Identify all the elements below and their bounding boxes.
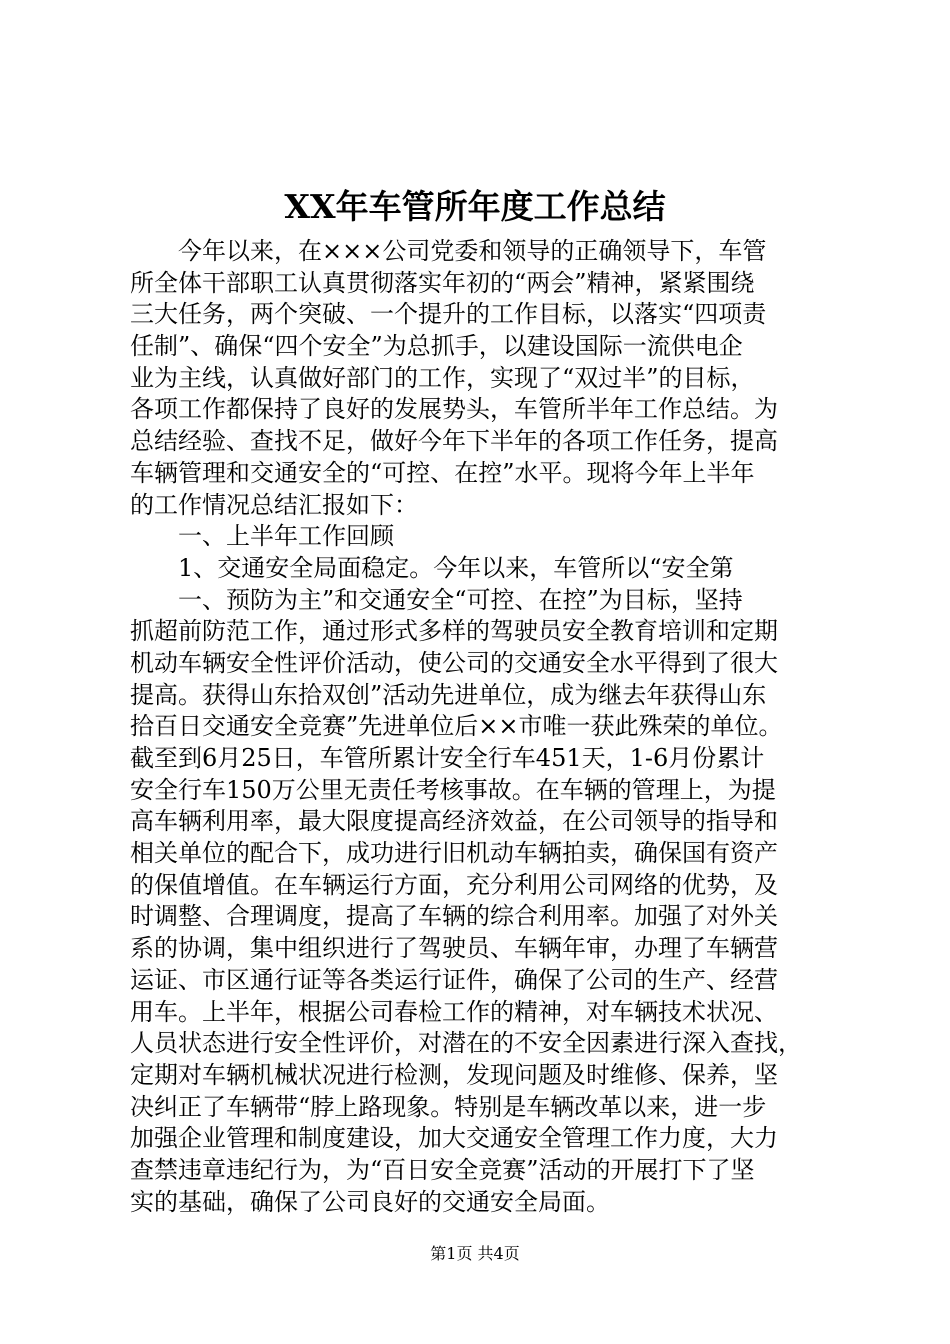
body-line: 用车。上半年，根据公司春检工作的精神，对车辆技术状况、 bbox=[130, 997, 778, 1026]
body-line: 安全行车150万公里无责任考核事故。在车辆的管理上，为提 bbox=[130, 775, 776, 804]
body-line: 1、交通安全局面稳定。今年以来，车管所以“安全第 bbox=[178, 553, 734, 582]
body-line: 运证、市区通行证等各类运行证件，确保了公司的生产、经营 bbox=[130, 965, 778, 994]
body-line: 时调整、合理调度，提高了车辆的综合利用率。加强了对外关 bbox=[130, 902, 778, 931]
body-line: 人员状态进行安全性评价，对潜在的不安全因素进行深入查找， bbox=[130, 1029, 802, 1058]
body-line: 定期对车辆机械状况进行检测，发现问题及时维修、保养，坚 bbox=[130, 1060, 778, 1089]
body-line: 的保值增值。在车辆运行方面，充分利用公司网络的优势，及 bbox=[130, 870, 778, 899]
body-line: 任制”、确保“四个安全”为总抓手，以建设国际一流供电企 bbox=[130, 332, 743, 361]
body-line: 实的基础，确保了公司良好的交通安全局面。 bbox=[130, 1187, 610, 1216]
section-heading: 一、上半年工作回顾 bbox=[178, 522, 394, 551]
page-footer: 第1页 共4页 bbox=[430, 1244, 520, 1263]
body-line: 提高。获得山东拾双创”活动先进单位，成为继去年获得山东 bbox=[130, 680, 767, 709]
body-line: 查禁违章违纪行为，为“百日安全竞赛”活动的开展打下了坚 bbox=[130, 1155, 755, 1184]
body-line: 今年以来，在×××公司党委和领导的正确领导下，车管 bbox=[178, 237, 767, 265]
body-line: 车辆管理和交通安全的“可控、在控”水平。现将今年上半年 bbox=[130, 458, 755, 487]
body-line: 一、预防为主”和交通安全“可控、在控”为目标，坚持 bbox=[178, 585, 743, 614]
body-line: 所全体干部职工认真贯彻落实年初的“两会”精神，紧紧围绕 bbox=[130, 268, 755, 297]
body-line: 抓超前防范工作，通过形式多样的驾驶员安全教育培训和定期 bbox=[130, 617, 778, 646]
body-line: 总结经验、查找不足，做好今年下半年的各项工作任务，提高 bbox=[130, 427, 778, 456]
body-line: 加强企业管理和制度建设，加大交通安全管理工作力度，大力 bbox=[130, 1124, 778, 1153]
body-line: 决纠正了车辆带“脖上路现象。特别是车辆改革以来，进一步 bbox=[130, 1092, 767, 1121]
body-line: 高车辆利用率，最大限度提高经济效益，在公司领导的指导和 bbox=[130, 807, 778, 836]
body-line: 截至到6月25日，车管所累计安全行车451天，1-6月份累计 bbox=[130, 744, 765, 772]
body-line: 各项工作都保持了良好的发展势头，车管所半年工作总结。为 bbox=[130, 395, 778, 424]
body-line: 的工作情况总结汇报如下： bbox=[130, 490, 418, 519]
body-line: 三大任务，两个突破、一个提升的工作目标，以落实“四项责 bbox=[130, 300, 767, 329]
body-line: 机动车辆安全性评价活动，使公司的交通安全水平得到了很大 bbox=[130, 648, 778, 677]
body-line: 系的协调，集中组织进行了驾驶员、车辆年审，办理了车辆营 bbox=[130, 934, 778, 963]
document-body bbox=[130, 236, 855, 1218]
body-line: 相关单位的配合下，成功进行旧机动车辆拍卖，确保国有资产 bbox=[130, 839, 778, 868]
document-title: XX年车管所年度工作总结 bbox=[284, 187, 666, 226]
body-line: 业为主线，认真做好部门的工作，实现了“双过半”的目标， bbox=[130, 363, 755, 392]
body-line: 拾百日交通安全竞赛”先进单位后××市唯一获此殊荣的单位。 bbox=[130, 712, 783, 741]
